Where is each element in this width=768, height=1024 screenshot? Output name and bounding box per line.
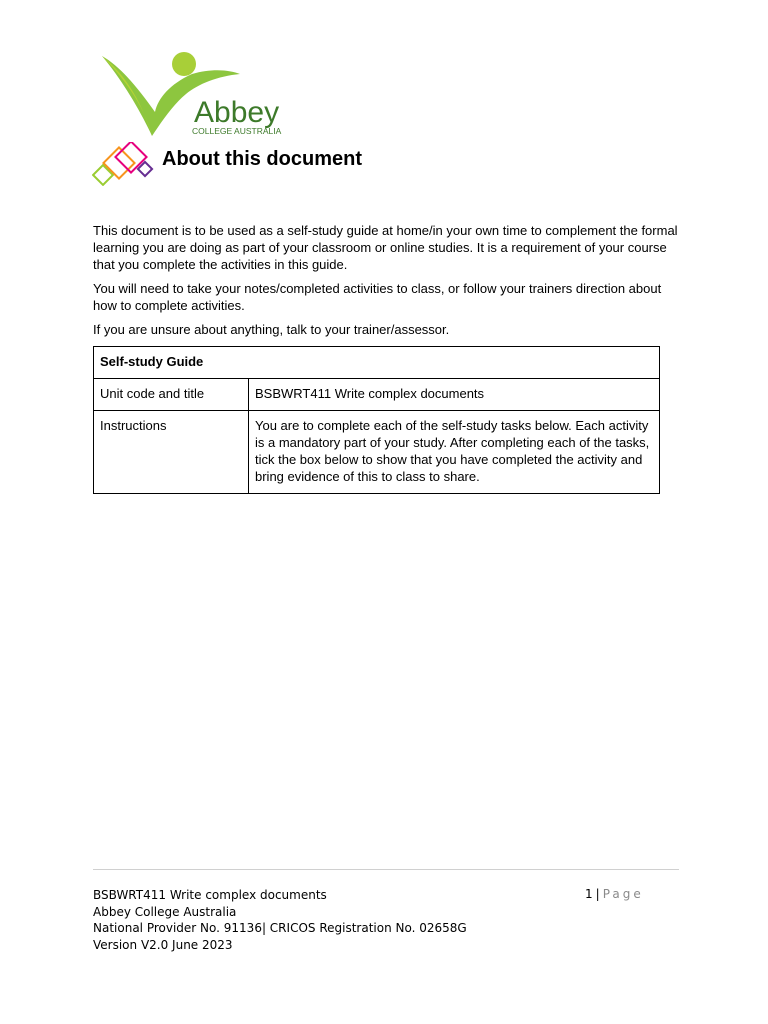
table-value-cell: BSBWRT411 Write complex documents: [249, 379, 660, 411]
intro-paragraph: This document is to be used as a self-study guide at home/in your own time to complement the formal learning you are doing as part of your classroom or online studies. It is a requirement of your course that you complete the activities in this guide.: [93, 223, 678, 272]
table-header-row: [94, 347, 660, 379]
intro-paragraph: You will need to take your notes/completed activities to class, or follow your trainers direction about how to complete activities.: [93, 281, 662, 313]
page-title: About this document: [162, 148, 362, 170]
svg-text:Abbey: Abbey: [194, 96, 280, 129]
footer-line: Version V2.0 June 2023: [93, 937, 233, 952]
intro-text: [93, 222, 679, 345]
table-row: [94, 411, 660, 494]
table-label-cell: Unit code and title: [94, 379, 249, 411]
abbey-college-logo: [100, 50, 310, 140]
page-number: [585, 887, 644, 901]
page-footer: [93, 887, 467, 953]
footer-line: BSBWRT411 Write complex documents: [93, 888, 327, 902]
intro-paragraph: If you are unsure about anything, talk to your trainer/assessor.: [93, 322, 450, 337]
footer-line: National Provider No. 91136| CRICOS Registration No. 02658G: [93, 921, 467, 935]
abbey-logo-graphic: [100, 50, 310, 140]
footer-divider: [93, 869, 679, 870]
table-label-cell: Instructions: [94, 411, 249, 494]
self-study-guide-table: [93, 346, 660, 494]
table-value-cell: You are to complete each of the self-study tasks below. Each activity is a mandatory part of your study. After completing each of the tasks, tick the box below to show that you have completed the activity and bring evidence of this to class to share.: [249, 411, 660, 494]
table-row: [94, 379, 660, 411]
page-label: Page: [602, 887, 644, 901]
svg-text:COLLEGE AUSTRALIA: COLLEGE AUSTRALIA: [192, 126, 282, 136]
page-number-separator: |: [595, 887, 600, 901]
diamonds-decoration-icon: [92, 142, 158, 186]
page-number-value: 1: [585, 887, 593, 901]
footer-line: Abbey College Australia: [93, 904, 237, 919]
table-header-cell: Self-study Guide: [94, 347, 660, 379]
